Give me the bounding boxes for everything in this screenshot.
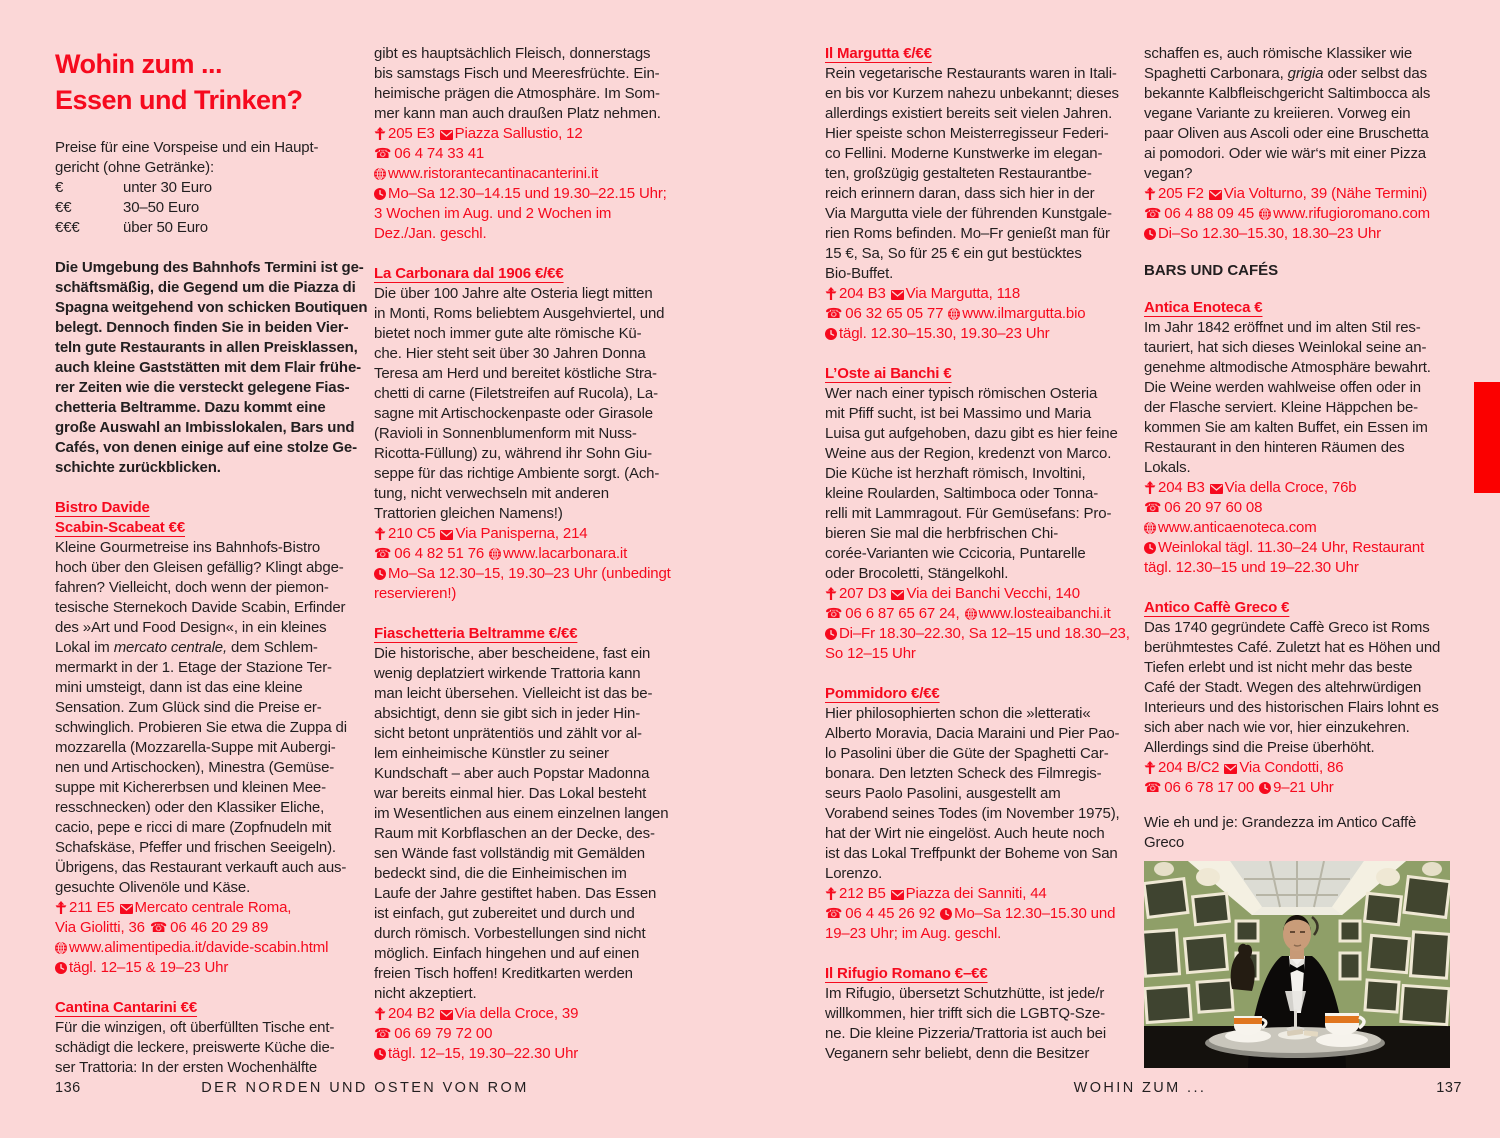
running-head-right: WOHIN ZUM ... [1073, 1080, 1207, 1096]
contact-text: 207 D3 [839, 585, 887, 602]
contact-segment [55, 959, 228, 976]
contact-text: 06 4 82 51 76 [394, 545, 485, 562]
contact-text: 3 Wochen im Aug. und 2 Wochen im [374, 205, 612, 222]
contact-text: 205 E3 [388, 125, 435, 142]
contact-text: Mo–Sa 12.30–15.30 und [954, 905, 1116, 922]
cafe-greco-photo [1144, 861, 1450, 1068]
mail-icon [1210, 484, 1223, 494]
contact-segment [374, 125, 435, 142]
entry-title [825, 684, 1139, 704]
entry-title [374, 264, 686, 284]
price-label: 30–50 Euro [123, 199, 200, 216]
column-left-inner [374, 44, 686, 1064]
contact-info [1144, 758, 1452, 798]
body-paragraph: Die über 100 Jahre alte Osteria liegt mitten in Monti, Roms beliebtem Ausgehviertel, und bietet noch immer gute alte römische Kü- che. Hier steht seit über 30 Jahren Donna Teresa am Herd und bereitet köstliche Stra- chetti di carne (Filetstreifen auf Rucola), La- sagne mit Artischockenpaste oder Girasole (Ravioli in Sonnenblumenform mit Nuss- Ricotta-Füllung) zu, während ihr Sohn Giu- seppe für das richtige Ambiente sorgt. (Ach- tung, nicht verwechseln mit anderen Trattorien gleichen Namens!) [374, 285, 665, 522]
clock-icon [825, 328, 837, 340]
entry-title [1144, 598, 1452, 618]
phone-icon: ☎ [374, 1026, 392, 1042]
contact-text: Dez./Jan. geschl. [374, 225, 487, 242]
contact-segment [825, 925, 1001, 942]
contact-line [374, 1044, 686, 1064]
map-icon [374, 527, 386, 540]
column-left-outer [55, 44, 369, 1078]
clock-icon [1144, 228, 1156, 240]
contact-info [55, 898, 369, 978]
body-paragraph: Kleine Gourmetreise ins Bahnhofs-Bistro hoch über den Gleisen gefällig? Klingt abge- fahren? Vielleicht, doch wenn der piemon- tesische Sternekoch Davide Scabin, Erfinder des »Art und Food Design«, in ein kleines Lokal im mercato centrale, dem Schlem- mermarkt in der 1. Etage der Stazione Ter- mini umsteigt, dann ist das eine kleine Sensation. Zum Glück sind die Preise er- schwinglich. Probieren Sie etwa die Zuppa di mozzarella (Mozzarella-Suppe mit Aubergi- nen und Artischocken), Minestra (Gemüse- suppe mit Kichererbsen und kleinen Mee- resschnecken) oder den Klassiker Eliche, cacio, pepe e ricci di mare (Zopfnudeln mit Schafskäse, Pfeffer und frischen Seeigeln). Übrigens, das Restaurant verkauft auch aus- gesuchte Olivenöle und Käse. [55, 539, 347, 896]
contact-text: 06 4 45 26 92 [845, 905, 936, 922]
contact-text: 211 E5 [69, 899, 115, 916]
contact-text: tägl. 12.30–15 und 19–22.30 Uhr [1144, 559, 1359, 576]
contact-text: Mo–Sa 12.30–15, 19.30–23 Uhr (unbedingt [388, 565, 671, 582]
entry-title-text: Fiaschetteria Beltramme €/€€ [374, 625, 578, 642]
contact-segment [55, 899, 115, 916]
page-title: Wohin zum ... Essen und Trinken? [55, 49, 303, 115]
entry-title-text: Antico Caffè Greco € [1144, 599, 1290, 616]
contact-line [374, 524, 686, 544]
column-right-inner [825, 44, 1139, 1064]
contact-segment [1144, 559, 1359, 576]
contact-segment [374, 565, 671, 582]
body-paragraph: Die historische, aber bescheidene, fast ein wenig deplatziert wirkende Trattoria kann man leicht übersehen. Vielleicht ist das be- absichtigt, denn sie gibt sich in jeder Hin- sicht betont unprätentiös und zählt vor al- lem einheimische Künstler zu seiner Kundschaft – aber auch Popstar Madonna war bereits einmal hier. Das Lokal besteht im Wesentlichen aus einem einzelnen langen Raum mit Korbflaschen an der Decke, des- sen Wände fast vollständig mit Gemälden bedeckt sind, die die Einheimischen im Laufe der Jahre gestiftet haben. Das Essen ist einfach, gut zubereitet und durch und durch römisch. Vorbestellungen sind nicht möglich. Einfach hingehen und auf einen freien Tisch hoffen! Kreditkarten werden nicht akzeptiert. [374, 645, 669, 1002]
web-icon [1259, 208, 1271, 220]
map-icon [55, 901, 67, 914]
web-icon [489, 548, 501, 560]
photo-caption: Wie eh und je: Grandezza im Antico Caffè Greco [1144, 814, 1417, 851]
contact-segment [150, 919, 268, 936]
mail-icon [440, 530, 453, 540]
contact-text: 06 20 97 60 08 [1164, 499, 1263, 516]
contact-text: www.rifugioromano.com [1273, 205, 1431, 222]
contact-segment [1209, 185, 1427, 202]
body-paragraph: Im Jahr 1842 eröffnet und im alten Stil res- tauriert, hat sich dieses Weinlokal seine an- genehme altmodische Atmosphäre bewahrt. Die Weine werden wahlweise offen oder in der Flasche serviert. Kleine Häppchen be- kommen Sie am kalten Buffet, ein Essen im Restaurant in den hinteren Räumen des Lokals. [1144, 319, 1431, 476]
contact-segment [825, 905, 935, 922]
contact-text: 205 F2 [1158, 185, 1204, 202]
contact-segment [1210, 479, 1357, 496]
contact-text: www.ristorantecantinacanterini.it [388, 165, 599, 182]
mail-icon [1224, 764, 1237, 774]
contact-info [374, 1004, 686, 1064]
contact-line [374, 184, 686, 204]
contact-segment [374, 585, 456, 602]
contact-segment [825, 305, 943, 322]
map-icon [1144, 481, 1156, 494]
contact-info [1144, 184, 1452, 244]
body-paragraph: Wer nach einer typisch römischen Osteria mit Pfiff sucht, ist bei Massimo und Maria Luisa gut aufgehoben, dazu gibt es hier feine Weine aus der Region, kredenzt von Marco. Die Küche ist herzhaft römisch, Involtini, kleine Roularden, Saltimboca oder Tonna- relli mit Lammragout. Für Gemüsefans: Pro- bieren Sie mal die herbfrischen Chi- corée-Varianten wie Ccicoria, Puntarelle oder Brocoletti, Stängelkohl. [825, 385, 1118, 582]
contact-text: Via Giolitti, 36 [55, 919, 145, 936]
clock-icon [55, 962, 67, 974]
contact-text: Via della Croce, 76b [1224, 479, 1357, 496]
contact-text: 210 C5 [388, 525, 436, 542]
entry-title [55, 498, 369, 538]
contact-text: 9–21 Uhr [1273, 779, 1334, 796]
contact-line [374, 584, 686, 604]
body-paragraph: Für die winzigen, oft überfüllten Tische ent- schädigt die leckere, preiswerte Küche die- ser Trattoria: In der ersten Wochenhälfte [55, 1019, 335, 1076]
contact-segment [1144, 539, 1424, 556]
contact-segment [948, 305, 1085, 322]
contact-line [374, 1004, 686, 1024]
clock-icon [1144, 542, 1156, 554]
web-icon [1144, 522, 1156, 534]
contact-segment [825, 585, 886, 602]
price-row [55, 178, 369, 198]
mail-icon [891, 290, 904, 300]
contact-text: tägl. 12.30–15.30, 19.30–23 Uhr [839, 325, 1050, 342]
body-paragraph: Rein vegetarische Restaurants waren in Itali- en bis vor Kurzem nahezu unbekannt; dieses allerdings existiert bereits seit vielen Jahren. Hier speiste schon Meisterregisseur Federi- co Fellini. Moderne Kunstwerke im elegan- ten, großzügig gestalteten Restaurantbe- reich erinnern daran, dass sich hier in der Via Margutta viele der führenden Kunstgale- rien Roms befinden. Mo–Fr genießt man für 15 €, Sa, So für 25 € ein gut bestücktes Bio-Buffet. [825, 65, 1119, 282]
contact-line [374, 224, 686, 244]
contact-segment [825, 645, 916, 662]
contact-segment [489, 545, 627, 562]
price-legend [55, 178, 369, 238]
contact-segment [1144, 479, 1205, 496]
contact-line [1144, 558, 1452, 578]
contact-text: 204 B2 [388, 1005, 435, 1022]
contact-text: Piazza Sallustio, 12 [454, 125, 583, 142]
phone-icon: ☎ [1144, 500, 1162, 516]
contact-text: Mo–Sa 12.30–14.15 und 19.30–22.15 Uhr; [388, 185, 667, 202]
phone-icon: ☎ [1144, 206, 1162, 222]
price-symbol: €€ [55, 199, 72, 216]
contact-line [55, 938, 369, 958]
contact-segment [825, 285, 886, 302]
contact-line [1144, 538, 1452, 558]
phone-icon: ☎ [374, 546, 392, 562]
contact-text: Di–So 12.30–15.30, 18.30–23 Uhr [1158, 225, 1382, 242]
contact-line [374, 1024, 686, 1044]
contact-segment [374, 1005, 435, 1022]
price-row [55, 218, 369, 238]
contact-line [55, 918, 369, 938]
map-icon [825, 287, 837, 300]
entry-title [1144, 298, 1452, 318]
contact-line [825, 304, 1139, 324]
contact-segment [1259, 205, 1430, 222]
contact-text: 06 6 87 65 67 24, [845, 605, 960, 622]
entry-title-text: Cantina Cantarini €€ [55, 999, 198, 1016]
entry-title-text: Il Margutta €/€€ [825, 45, 932, 62]
contact-segment [1144, 185, 1204, 202]
contact-segment [1144, 519, 1317, 536]
contact-segment [374, 1025, 492, 1042]
contact-segment [374, 1045, 578, 1062]
contact-text: 06 32 65 05 77 [845, 305, 944, 322]
contact-line [825, 284, 1139, 304]
contact-text: Via Panisperna, 214 [455, 525, 588, 542]
contact-line [1144, 758, 1452, 778]
mail-icon [440, 1010, 453, 1020]
web-icon [55, 942, 67, 954]
contact-text: Di–Fr 18.30–22.30, Sa 12–15 und 18.30–23, [839, 625, 1130, 642]
map-icon [374, 1007, 386, 1020]
contact-text: Weinlokal tägl. 11.30–24 Uhr, Restaurant [1158, 539, 1425, 556]
mail-icon [120, 904, 133, 914]
intro-paragraph: Die Umgebung des Bahnhofs Termini ist ge- schäftsmäßig, die Gegend um die Piazza di Spagna weitgehend von schicken Boutiquen belegt. Dennoch finden Sie in beiden Vier- teln gute Restaurants in allen Preisklassen, auch kleine Gaststätten mit dem Flair frühe- rer Zeiten wie die versteckt gelegene Fias- chetteria Beltramme. Dazu kommt eine große Auswahl an Imbisslokalen, Bars und Cafés, von denen einige auf eine stolze Ge- schichte zurückblicken. [55, 259, 368, 476]
body-paragraph: gibt es hauptsächlich Fleisch, donnerstags bis samstags Fisch und Meeresfrüchte. Ein- heimische prägen die Atmosphäre. Im Som- mer kann man auch draußen Platz nehmen. [374, 45, 661, 122]
contact-text: Via Volturno, 39 (Nähe Termini) [1223, 185, 1428, 202]
mail-icon [1209, 190, 1222, 200]
contact-segment [1144, 779, 1254, 796]
contact-segment [120, 899, 292, 916]
contact-line [374, 124, 686, 144]
body-paragraph: Im Rifugio, übersetzt Schutzhütte, ist jede/r willkommen, hier trifft sich die LGBTQ-Sze- ne. Die kleine Pizzeria/Trattoria ist auch bei Veganern sehr beliebt, denn die Besitzer [825, 985, 1107, 1062]
contact-text: 06 4 74 33 41 [394, 145, 485, 162]
contact-line [1144, 184, 1452, 204]
body-paragraph: Preise für eine Vorspeise und ein Haupt- gericht (ohne Getränke): [55, 139, 319, 176]
contact-segment [1259, 779, 1334, 796]
contact-segment [440, 1005, 579, 1022]
contact-segment [374, 145, 484, 162]
contact-text: Via della Croce, 39 [454, 1005, 579, 1022]
entry-title [374, 624, 686, 644]
contact-segment [1144, 205, 1254, 222]
contact-text: 06 46 20 29 89 [170, 919, 269, 936]
page-number-right: 137 [1436, 1080, 1462, 1096]
section-header: BARS UND CAFÉS [1144, 262, 1279, 279]
contact-line [1144, 778, 1452, 798]
contact-segment [374, 185, 667, 202]
contact-line [374, 544, 686, 564]
contact-segment [825, 605, 960, 622]
contact-segment [825, 325, 1050, 342]
contact-text: www.alimentipedia.it/davide-scabin.html [69, 939, 329, 956]
contact-segment [440, 525, 587, 542]
contact-text: 204 B3 [839, 285, 886, 302]
contact-text: www.ilmargutta.bio [962, 305, 1086, 322]
contact-segment [891, 285, 1020, 302]
contact-line [825, 624, 1139, 644]
contact-segment [891, 885, 1047, 902]
entry-title [825, 364, 1139, 384]
contact-segment [374, 205, 611, 222]
contact-segment [55, 939, 328, 956]
contact-line [825, 924, 1139, 944]
price-symbol: € [55, 179, 64, 196]
clock-icon [374, 1048, 386, 1060]
mail-icon [440, 130, 453, 140]
contact-line [374, 564, 686, 584]
contact-line [1144, 518, 1452, 538]
contact-text: Mercato centrale Roma, [134, 899, 292, 916]
contact-line [825, 604, 1139, 624]
contact-segment [1224, 759, 1343, 776]
mail-icon [891, 890, 904, 900]
map-icon [1144, 761, 1156, 774]
contact-segment [374, 165, 598, 182]
contact-text: www.losteaibanchi.it [978, 605, 1111, 622]
mail-icon [891, 590, 904, 600]
contact-segment [891, 585, 1079, 602]
contact-info [374, 524, 686, 604]
contact-segment [825, 885, 886, 902]
contact-segment [374, 545, 484, 562]
phone-icon: ☎ [374, 146, 392, 162]
contact-info [825, 584, 1139, 664]
contact-text: tägl. 12–15, 19.30–22.30 Uhr [388, 1045, 579, 1062]
contact-line [374, 164, 686, 184]
clock-icon [940, 908, 952, 920]
contact-segment [1144, 499, 1262, 516]
body-paragraph: Hier philosophierten schon die »letterati« Alberto Moravia, Dacia Maraini und Pier Pao- lo Pasolini über die Güte der Spaghetti Car- bonara. Den letzten Scheck des Filmregis- seurs Paolo Pasolini, ausgestellt am Vorabend seines Todes (im November 1975), hat der Wirt nie eingelöst. Auch heute noch ist das Lokal Treffpunkt der Boheme von San Lorenzo. [825, 705, 1120, 882]
price-row [55, 198, 369, 218]
contact-text: Piazza dei Sanniti, 44 [905, 885, 1047, 902]
contact-text: 06 4 88 09 45 [1164, 205, 1255, 222]
entry-title [55, 998, 369, 1018]
contact-info [1144, 478, 1452, 578]
map-icon [1144, 187, 1156, 200]
contact-text: Via Margutta, 118 [905, 285, 1021, 302]
contact-text: 06 6 78 17 00 [1164, 779, 1255, 796]
contact-segment [940, 905, 1115, 922]
body-paragraph: Das 1740 gegründete Caffè Greco ist Roms berühmtestes Café. Zuletzt hat es Höhen und Tiefen erlebt und ist nicht mehr das beste Café der Stadt. Wegen des altehrwürdigen Interieurs und des historischen Flairs lohnt es sich aber nach wie vor, hier einzukehren. Allerdings sind die Preise überhöht. [1144, 619, 1441, 756]
contact-text: tägl. 12–15 & 19–23 Uhr [69, 959, 229, 976]
contact-segment [374, 225, 487, 242]
contact-line [374, 144, 686, 164]
contact-line [1144, 498, 1452, 518]
contact-text: Via Condotti, 86 [1239, 759, 1344, 776]
clock-icon [374, 568, 386, 580]
web-icon [948, 308, 960, 320]
price-label: unter 30 Euro [123, 179, 212, 196]
phone-icon: ☎ [825, 306, 843, 322]
price-label: über 50 Euro [123, 219, 208, 236]
entry-title-text: Antica Enoteca € [1144, 299, 1263, 316]
contact-text: 19–23 Uhr; im Aug. geschl. [825, 925, 1002, 942]
contact-line [1144, 224, 1452, 244]
contact-info [825, 884, 1139, 944]
entry-title-text: La Carbonara dal 1906 €/€€ [374, 265, 564, 282]
contact-segment [1144, 759, 1219, 776]
contact-segment [374, 525, 435, 542]
web-icon [374, 168, 386, 180]
contact-segment [965, 605, 1111, 622]
column-right-outer [1144, 44, 1452, 1068]
clock-icon [1259, 782, 1271, 794]
contact-line [825, 584, 1139, 604]
contact-text: 212 B5 [839, 885, 886, 902]
phone-icon: ☎ [825, 906, 843, 922]
contact-text: www.lacarbonara.it [503, 545, 628, 562]
entry-title [825, 44, 1139, 64]
contact-line [1144, 478, 1452, 498]
entry-title [825, 964, 1139, 984]
contact-segment [55, 919, 145, 936]
contact-line [825, 644, 1139, 664]
entry-title-text: Il Rifugio Romano €–€€ [825, 965, 988, 982]
contact-text: Via dei Banchi Vecchi, 140 [906, 585, 1080, 602]
contact-segment [825, 625, 1130, 642]
running-head-left: DER NORDEN UND OSTEN VON ROM [201, 1080, 529, 1096]
contact-info [825, 284, 1139, 344]
chapter-tab [1474, 382, 1500, 493]
web-icon [965, 608, 977, 620]
map-icon [825, 887, 837, 900]
contact-line [825, 904, 1139, 924]
entry-title-text: Bistro Davide Scabin-Scabeat €€ [55, 499, 186, 536]
phone-icon: ☎ [1144, 780, 1162, 796]
contact-line [55, 958, 369, 978]
contact-line [1144, 204, 1452, 224]
contact-segment [1144, 225, 1381, 242]
contact-text: 204 B/C2 [1158, 759, 1220, 776]
clock-icon [825, 628, 837, 640]
contact-line [55, 898, 369, 918]
price-symbol: €€€ [55, 219, 80, 236]
contact-text: So 12–15 Uhr [825, 645, 916, 662]
contact-segment [440, 125, 583, 142]
contact-line [374, 204, 686, 224]
contact-text: 06 69 79 72 00 [394, 1025, 493, 1042]
entry-title-text: Pommidoro €/€€ [825, 685, 940, 702]
contact-text: www.anticaenoteca.com [1158, 519, 1317, 536]
body-paragraph: schaffen es, auch römische Klassiker wie Spaghetti Carbonara, grigia oder selbst das bekannte Kalbfleischgericht Saltimbocca als vegane Variante zu kreiieren. Vorweg ein paar Oliven aus Ascoli oder eine Bruschetta ai pomodori. Oder wie wär‘s mit einer Pizza vegan? [1144, 45, 1431, 182]
entry-title-text: L’Oste ai Banchi € [825, 365, 952, 382]
contact-text: reservieren!) [374, 585, 457, 602]
phone-icon: ☎ [825, 606, 843, 622]
contact-info [374, 124, 686, 244]
contact-line [825, 324, 1139, 344]
map-icon [825, 587, 837, 600]
contact-line [825, 884, 1139, 904]
phone-icon: ☎ [149, 920, 168, 936]
clock-icon [374, 188, 386, 200]
contact-text: 204 B3 [1158, 479, 1205, 496]
map-icon [374, 127, 386, 140]
page-number-left: 136 [55, 1080, 81, 1096]
